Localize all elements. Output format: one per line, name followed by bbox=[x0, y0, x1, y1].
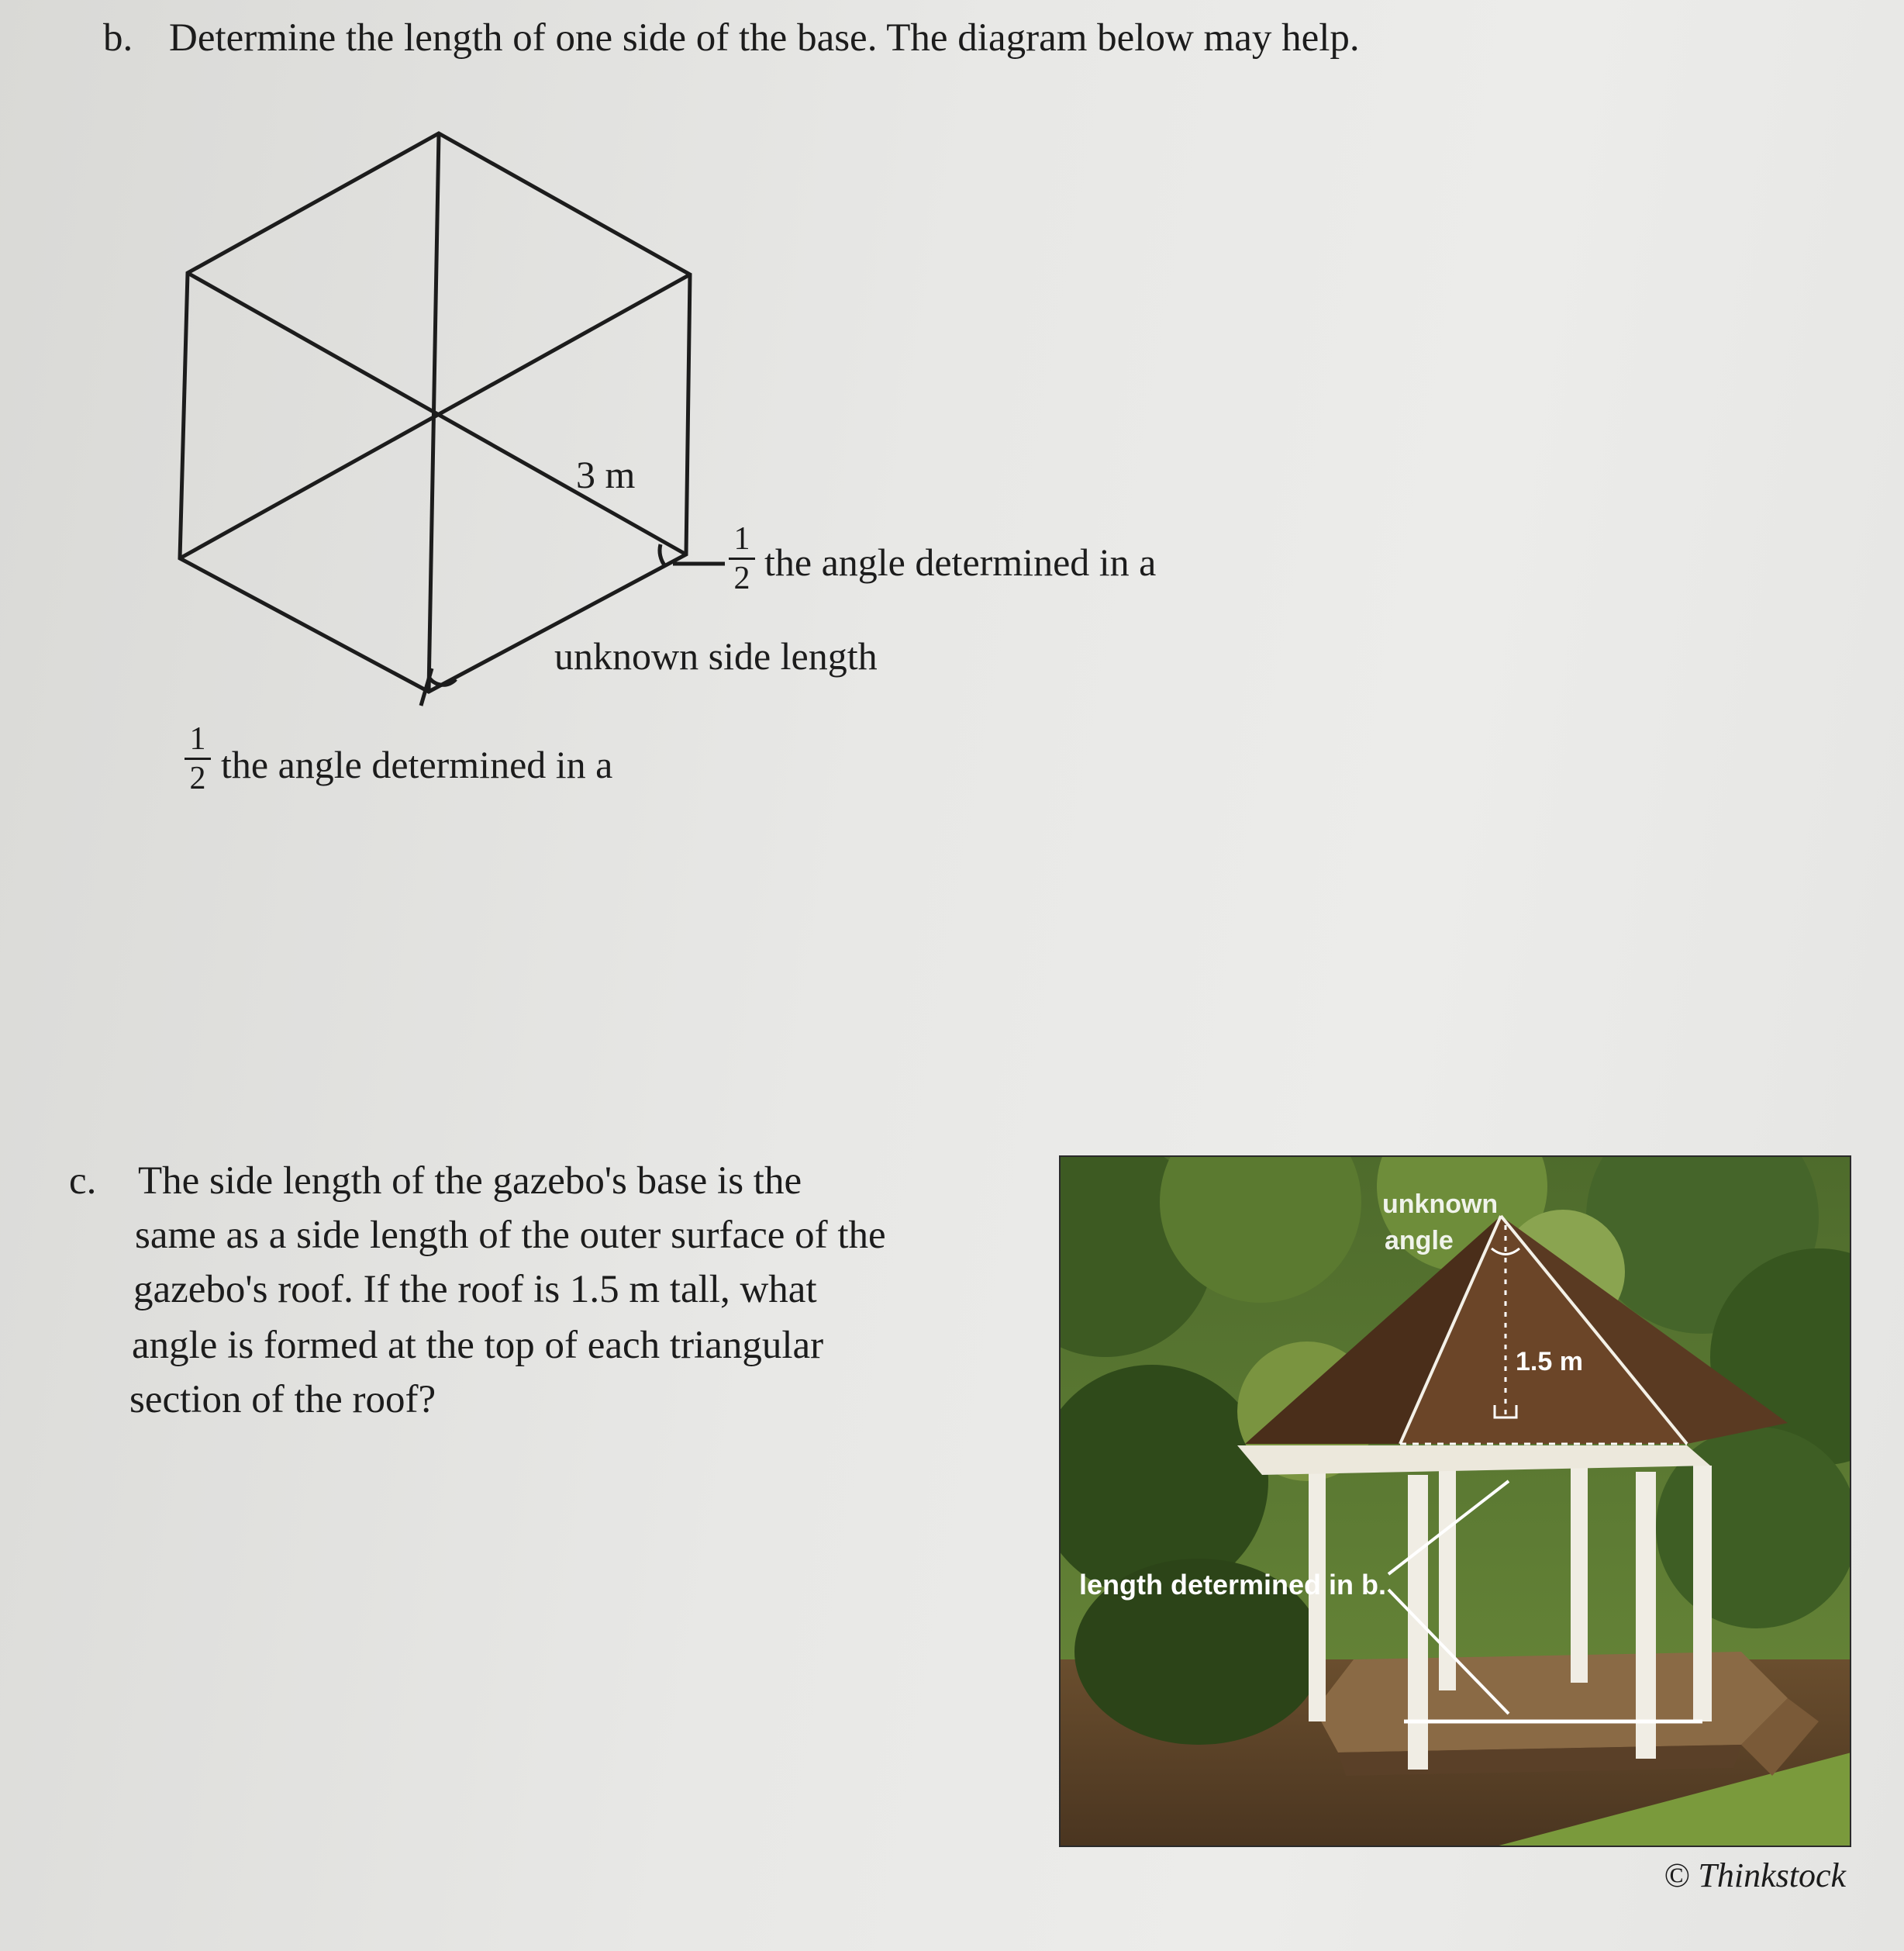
height-label: 1.5 m bbox=[1516, 1347, 1583, 1376]
part-b-question: Determine the length of one side of the base. The diagram below may help. bbox=[169, 16, 1360, 60]
photo-credit: © Thinkstock bbox=[1664, 1856, 1847, 1894]
angle-label-right: the angle determined in a bbox=[764, 540, 1157, 584]
fraction-numerator: 1 bbox=[733, 521, 750, 557]
unknown-angle-label-line1: unknown bbox=[1382, 1190, 1499, 1219]
gazebo-photo bbox=[1059, 1155, 1851, 1847]
half-fraction-right bbox=[729, 523, 755, 595]
length-label: length determined in b. bbox=[1079, 1569, 1387, 1601]
fraction-denominator: 2 bbox=[733, 561, 750, 596]
fraction-denominator: 2 bbox=[189, 761, 206, 796]
fraction-numerator: 1 bbox=[189, 721, 206, 757]
part-c-marker: c. bbox=[69, 1159, 97, 1203]
part-c-line-3: gazebo's roof. If the roof is 1.5 m tall, what bbox=[133, 1268, 817, 1311]
unknown-angle-label-line2: angle bbox=[1385, 1226, 1454, 1255]
part-c-line-5: section of the roof? bbox=[129, 1378, 436, 1421]
part-c-line-1: The side length of the gazebo's base is the bbox=[138, 1159, 802, 1203]
fraction-bar bbox=[185, 758, 211, 760]
side-label: unknown side length bbox=[554, 634, 878, 678]
radius-label: 3 m bbox=[576, 453, 636, 496]
part-c-line-2: same as a side length of the outer surface of the bbox=[135, 1214, 886, 1257]
fraction-bar bbox=[729, 558, 755, 560]
angle-arc-right bbox=[660, 544, 665, 566]
half-fraction-bottom bbox=[185, 723, 211, 795]
angle-label-bottom: the angle determined in a bbox=[221, 743, 613, 786]
part-c-line-4: angle is formed at the top of each triangular bbox=[132, 1324, 824, 1367]
part-b-marker: b. bbox=[103, 16, 133, 60]
